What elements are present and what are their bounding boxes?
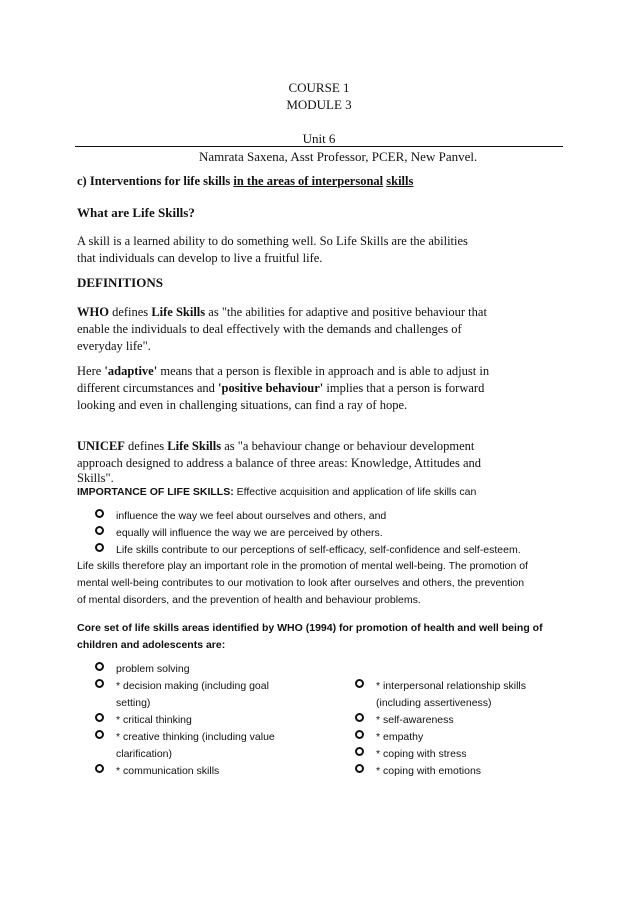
unicef-l1-c: as "a behaviour change or behaviour development	[221, 439, 475, 453]
unit-title: Unit 6	[302, 131, 336, 146]
author-line: Namrata Saxena, Asst Professor, PCER, New Panvel.	[199, 149, 478, 164]
core-item-text: * critical thinking	[116, 714, 192, 726]
importance-bullet-1	[95, 508, 386, 525]
section-c-skills: skills	[386, 174, 414, 188]
importance-para-1: Life skills therefore play an important role in the promotion of mental well-being. The promotion of	[77, 560, 528, 572]
unicef-line-2: approach designed to address a balance of three areas: Knowledge, Attitudes and	[77, 456, 482, 470]
section-c-heading	[77, 174, 413, 189]
unicef-l1-a: defines	[124, 439, 168, 453]
core-right-item	[355, 746, 466, 763]
core-right-item	[355, 763, 481, 780]
core-left-item	[95, 678, 269, 712]
definitions-heading: DEFINITIONS	[77, 275, 163, 290]
core-item-text-cont: setting)	[116, 697, 151, 709]
unicef-label: UNICEF	[77, 439, 125, 453]
importance-text: Effective acquisition and application of life skills can	[233, 486, 477, 498]
circle-bullet-icon	[95, 764, 104, 773]
adaptive-l2-a: different circumstances and	[77, 381, 219, 395]
importance-bullet-text: Life skills contribute to our perceptions of self-efficacy, self-confidence and self-esteem.	[116, 544, 521, 556]
circle-bullet-icon	[95, 730, 104, 739]
section-c-prefix: c) Interventions for life skills	[77, 174, 234, 188]
circle-bullet-icon	[95, 679, 104, 688]
what-are-line-1: A skill is a learned ability to do something well. So Life Skills are the abilities	[77, 234, 468, 248]
importance-label: IMPORTANCE OF LIFE SKILLS:	[77, 486, 234, 498]
core-right-item	[355, 678, 526, 712]
adaptive-line-1	[77, 363, 489, 380]
core-right-item	[355, 729, 423, 746]
circle-bullet-icon	[355, 764, 364, 773]
section-c-underlined: in the areas of interpersonal	[233, 174, 384, 188]
core-item-textblock	[116, 678, 269, 712]
core-item-text: * empathy	[376, 731, 424, 743]
circle-bullet-icon	[95, 509, 104, 518]
core-item-text: * interpersonal relationship skills	[376, 680, 526, 692]
core-item-textblock	[376, 678, 526, 712]
importance-para-2: mental well-being contributes to our motivation to look after ourselves and others, the prevention	[77, 577, 525, 589]
importance-bullet-text: equally will influence the way we are perceived by others.	[116, 527, 383, 539]
adaptive-l1-a: Here	[77, 364, 105, 378]
importance-bullet-text: influence the way we feel about ourselves and others, and	[116, 510, 387, 522]
core-left-item	[95, 712, 192, 729]
core-set-heading-1: Core set of life skills areas identified by WHO (1994) for promotion of health and well being of	[77, 622, 543, 634]
adaptive-l1-c: means that a person is flexible in approach and is able to adjust in	[157, 364, 490, 378]
circle-bullet-icon	[95, 526, 104, 535]
core-item-text: * communication skills	[116, 765, 220, 777]
who-line-3: everyday life".	[77, 339, 151, 353]
what-are-line-2: that individuals can develop to live a fruitful life.	[77, 251, 323, 265]
who-line-1	[77, 304, 487, 321]
module-title: MODULE 3	[286, 97, 352, 112]
who-l1-b: Life Skills	[151, 305, 206, 319]
who-line-2: enable the individuals to deal effectively with the demands and challenges of	[77, 322, 462, 336]
course-title: COURSE 1	[288, 80, 350, 95]
adaptive-line-3: looking and even in challenging situations, can find a ray of hope.	[77, 398, 408, 412]
who-l1-a: defines	[108, 305, 152, 319]
header-rule	[75, 146, 563, 147]
unicef-line-3: Skills".	[77, 471, 114, 485]
core-left-item	[95, 661, 190, 678]
unicef-l1-b: Life Skills	[167, 439, 222, 453]
what-are-heading: What are Life Skills?	[77, 205, 195, 220]
adaptive-l1-b: 'adaptive'	[104, 364, 158, 378]
core-item-textblock	[116, 729, 275, 763]
circle-bullet-icon	[355, 730, 364, 739]
importance-para-3: of mental disorders, and the prevention of health and behaviour problems.	[77, 594, 421, 606]
core-left-item	[95, 763, 219, 780]
importance-bullet-3	[95, 542, 521, 559]
core-left-item	[95, 729, 275, 763]
circle-bullet-icon	[355, 679, 364, 688]
core-item-text: problem solving	[116, 663, 190, 675]
unicef-line-1	[77, 438, 474, 455]
circle-bullet-icon	[95, 713, 104, 722]
who-label: WHO	[77, 305, 109, 319]
circle-bullet-icon	[95, 662, 104, 671]
adaptive-l2-b: 'positive behaviour'	[218, 381, 324, 395]
circle-bullet-icon	[355, 713, 364, 722]
circle-bullet-icon	[95, 543, 104, 552]
adaptive-line-2	[77, 380, 484, 397]
core-item-text: * creative thinking (including value	[116, 731, 275, 743]
core-set-heading-2: children and adolescents are:	[77, 639, 226, 651]
core-item-text-cont: (including assertiveness)	[376, 697, 492, 709]
circle-bullet-icon	[355, 747, 364, 756]
core-item-text-cont: clarification)	[116, 748, 173, 760]
adaptive-l2-c: implies that a person is forward	[323, 381, 485, 395]
importance-bullet-2	[95, 525, 383, 542]
core-item-text: * self-awareness	[376, 714, 454, 726]
core-item-text: * decision making (including goal	[116, 680, 269, 692]
core-item-text: * coping with emotions	[376, 765, 482, 777]
core-item-text: * coping with stress	[376, 748, 467, 760]
core-right-item	[355, 712, 454, 729]
who-l1-c: as "the abilities for adaptive and positive behaviour that	[205, 305, 487, 319]
importance-line	[77, 484, 476, 501]
